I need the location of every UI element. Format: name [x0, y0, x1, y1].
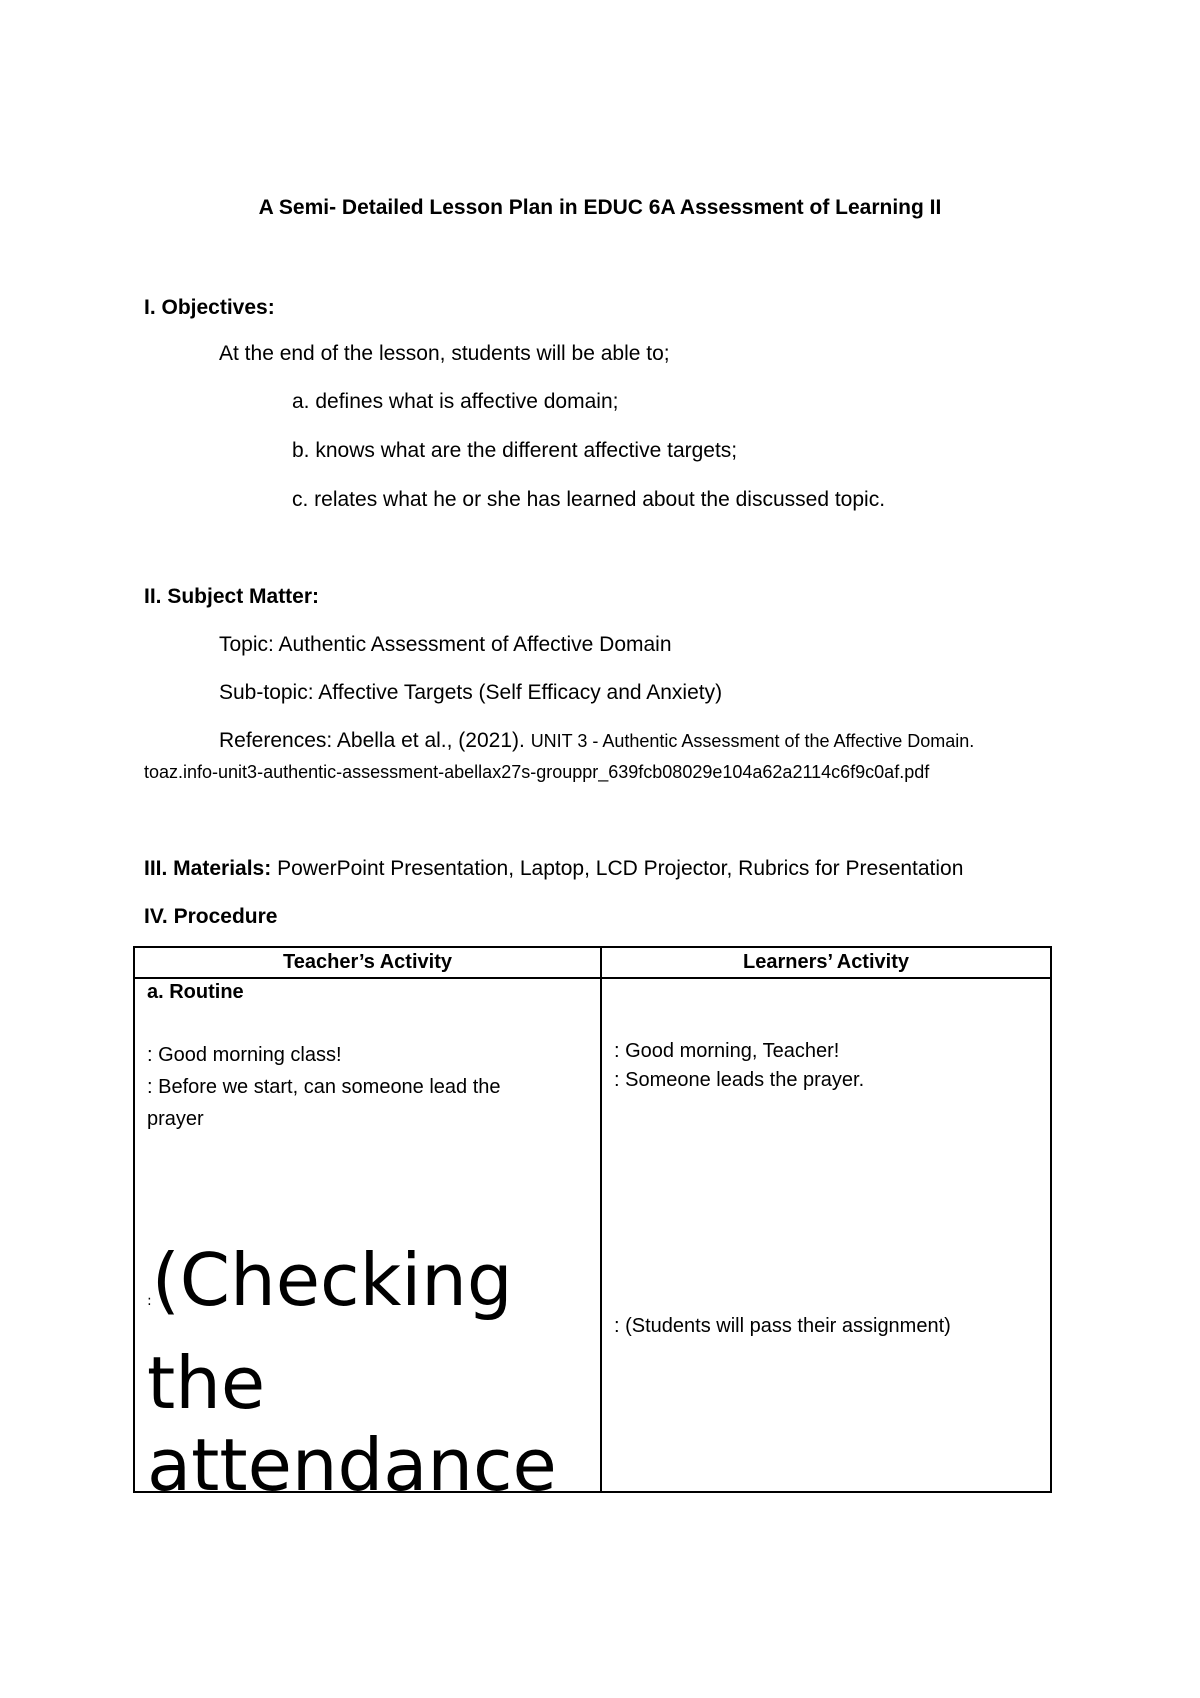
subject-matter-heading: II. Subject Matter: [144, 585, 320, 608]
materials-text: PowerPoint Presentation, Laptop, LCD Projector, Rubrics for Presentation [277, 857, 964, 880]
references-label: References: Abella et al., (2021). [219, 729, 525, 752]
document-title: A Semi- Detailed Lesson Plan in EDUC 6A Assessment of Learning II [258, 196, 942, 219]
objective-item-c: c. relates what he or she has learned about the discussed topic. [292, 488, 886, 511]
teacher-line-prayer: : Before we start, can someone lead the [147, 1076, 501, 1098]
subtopic-line: Sub-topic: Affective Targets (Self Efficacy and Anxiety) [219, 681, 723, 704]
references-line [219, 729, 974, 753]
procedure-heading: IV. Procedure [144, 905, 278, 928]
learner-line-prayer: : Someone leads the prayer. [614, 1069, 865, 1091]
objective-item-a: a. defines what is affective domain; [292, 390, 619, 413]
table-header-row [134, 947, 1051, 978]
objectives-intro: At the end of the lesson, students will be able to; [219, 342, 670, 365]
big-text-body: (Checking the attendance [147, 1238, 557, 1507]
teacher-activity-header: Teacher’s Activity [134, 947, 601, 978]
table-row [134, 978, 1051, 1492]
topic-line: Topic: Authentic Assessment of Affective Domain [219, 633, 672, 656]
teacher-line-greeting: : Good morning class! [147, 1044, 342, 1066]
references-link: toaz.info-unit3-authentic-assessment-abellax27s-grouppr_639fcb08029e104a62a2114c6f9c0af.pdf [144, 762, 930, 782]
objective-item-b: b. knows what are the different affective targets; [292, 439, 738, 462]
materials-heading: III. Materials: [144, 857, 272, 880]
learner-line-assignment: : (Students will pass their assignment) [614, 1315, 951, 1337]
learners-activity-header: Learners’ Activity [601, 947, 1051, 978]
big-text-colon: : [147, 1293, 152, 1309]
teacher-activity-cell [134, 978, 601, 1507]
learner-line-greeting: : Good morning, Teacher! [614, 1040, 840, 1062]
procedure-table [133, 946, 1052, 1507]
checking-attendance-text [147, 1239, 587, 1506]
learners-activity-cell [601, 978, 1051, 1492]
materials-line [144, 857, 963, 881]
objectives-heading: I. Objectives: [144, 296, 275, 319]
teacher-line-prayer-cont: prayer [147, 1108, 204, 1130]
routine-section-label: a. Routine [147, 981, 244, 1003]
references-title: UNIT 3 - Authentic Assessment of the Affective Domain. [530, 731, 975, 751]
